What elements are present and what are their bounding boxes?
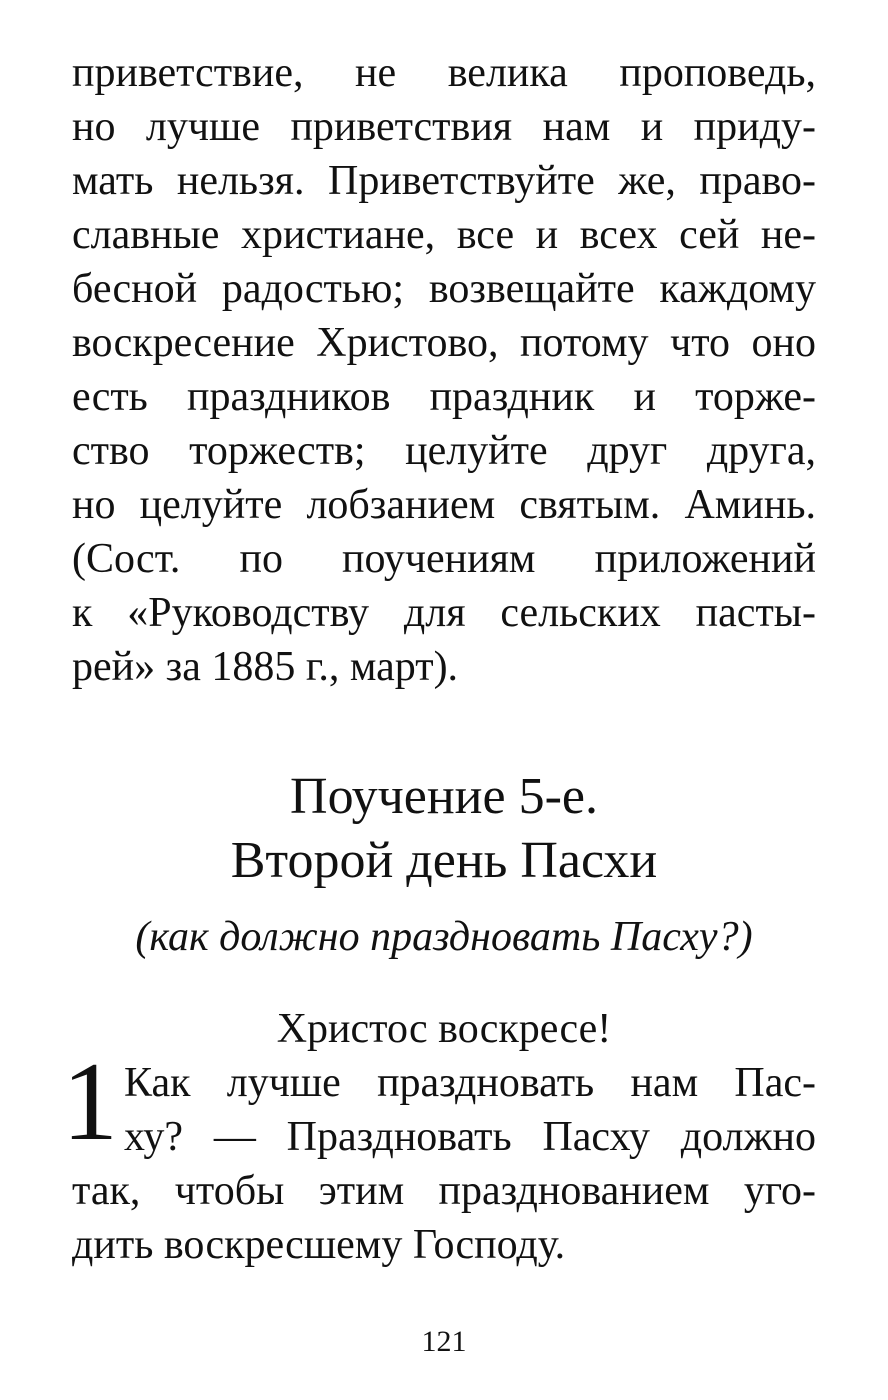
greeting-line: Христос воскресе! bbox=[276, 1006, 612, 1052]
text-line: ху? — Праздновать Пасху должно bbox=[124, 1114, 816, 1160]
text-line: но целуйте лобзанием святым. Аминь. bbox=[72, 482, 816, 528]
paragraph-sermon-ending bbox=[72, 46, 816, 694]
text-line: мать нельзя. Приветствуйте же, право- bbox=[72, 158, 816, 204]
text-line: но лучше приветствия нам и приду- bbox=[72, 104, 816, 150]
text-line: так, чтобы этим празднованием уго- bbox=[72, 1168, 816, 1214]
text-line: Как лучше праздновать нам Пас- bbox=[124, 1060, 816, 1106]
text-line: есть праздников праздник и торже- bbox=[72, 374, 816, 420]
text-line: ство торжеств; целуйте друг друга, bbox=[72, 428, 816, 474]
section-heading-number: Поучение 5-е. bbox=[290, 768, 598, 825]
text-line: приветствие, не велика проповедь, bbox=[72, 50, 816, 96]
section-subtitle: (как должно праздновать Пасху?) bbox=[135, 914, 753, 960]
drop-cap-numeral: 1 bbox=[62, 1040, 118, 1164]
section-heading-title: Второй день Пасхи bbox=[230, 832, 658, 889]
text-line: бесной радостью; возвещайте каждому bbox=[72, 266, 816, 312]
page-number: 121 bbox=[421, 1325, 467, 1358]
paragraph-first-point bbox=[72, 1056, 816, 1272]
text-line: дить воскресшему Господу. bbox=[72, 1222, 566, 1268]
text-line: славные христиане, все и всех сей не- bbox=[72, 212, 816, 258]
text-line: воскресение Христово, потому что оно bbox=[72, 320, 816, 366]
text-line: к «Руководству для сельских пасты- bbox=[72, 590, 816, 636]
text-line: (Сост. по поучениям приложений bbox=[72, 536, 816, 582]
text-line: рей» за 1885 г., март). bbox=[72, 644, 459, 690]
